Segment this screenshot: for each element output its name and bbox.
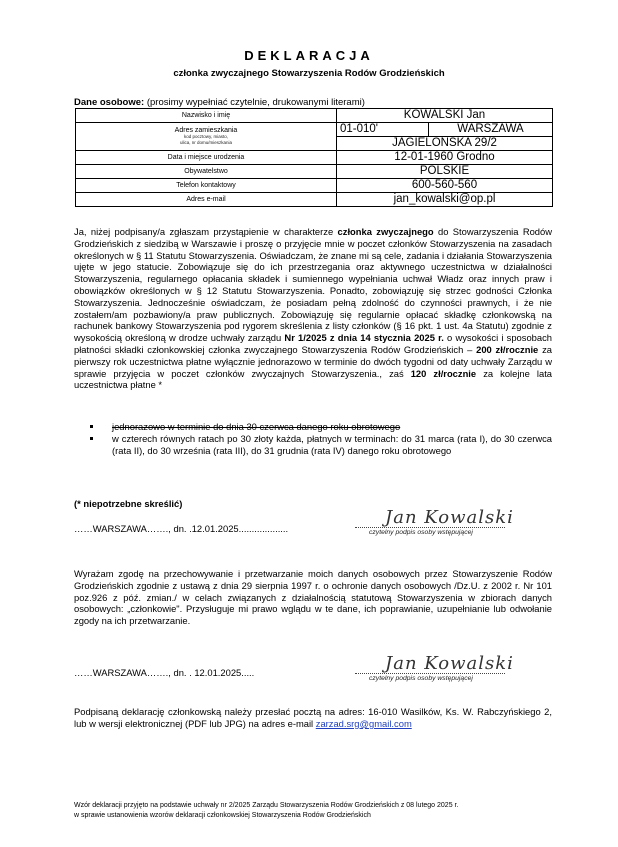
signature-line bbox=[355, 673, 505, 674]
value-name[interactable]: KOWALSKI Jan bbox=[337, 109, 553, 123]
label-citizenship: Obywatelstwo bbox=[76, 165, 337, 179]
payment-options-list bbox=[90, 421, 552, 456]
declaration-bold-resolution: Nr 1/2025 z dnia 14 stycznia 2025 r. bbox=[284, 332, 444, 344]
consent-paragraph: Wyrażam zgodę na przechowywanie i przetwarzanie moich danych osobowych przez Stowarzyszenie Rodów Grodzieńskich zgodnie z ustawą z dnia 29 sierpnia 1997 r. o ochronie danych osobowych /Dz.U. z 2002 r. Nr 101 poz.926 z póź. zmian./ w celach związanych z działalnością statutową Stowarzyszenia w zbiorach danych osobowych: „członkowie". Przysługuje mi prawo wglądu w te dane, ich poprawianie, uzupełnianie lub odwołanie zgody na ich przetwarzanie. bbox=[74, 568, 552, 627]
strike-note: (* niepotrzebne skreślić) bbox=[74, 498, 183, 509]
table-row bbox=[76, 193, 553, 207]
label-address-main: Adres zamieszkania bbox=[174, 127, 238, 134]
signature-caption: czytelny podpis osoby wstępującej bbox=[369, 675, 473, 682]
declaration-text: za kolejne lata uczestnictwa płatne * bbox=[74, 367, 553, 391]
label-email: Adres e-mail bbox=[76, 193, 337, 207]
value-street[interactable]: JAGIELONSKA 29/2 bbox=[337, 137, 553, 151]
mailing-paragraph bbox=[74, 706, 552, 730]
personal-data-table bbox=[75, 108, 553, 207]
payment-option-installments bbox=[90, 433, 552, 457]
document-subtitle: członka zwyczajnego Stowarzyszenia Rodów Grodzieńskich bbox=[173, 68, 445, 79]
label-phone: Telefon kontaktowy bbox=[76, 179, 337, 193]
place-date-1: ……WARSZAWA……., dn. .12.01.2025................... bbox=[74, 523, 289, 534]
label-address-hint-1: kod pocztowy, miasto, bbox=[184, 134, 228, 139]
payment-option-text: jednorazowo w terminie do dnia 30 czerwca danego roku obrotowego bbox=[112, 421, 401, 432]
personal-data-label-bold: Dane osobowe: bbox=[74, 97, 145, 108]
signature-2: Jan Kowalski bbox=[385, 653, 514, 674]
value-postal-code[interactable]: 01-010' bbox=[337, 123, 429, 137]
declaration-bold-fee-first: 200 zł/rocznie bbox=[476, 343, 539, 355]
value-birth[interactable]: 12-01-1960 Grodno bbox=[337, 151, 553, 165]
email-link[interactable]: zarzad.srg@gmail.com bbox=[315, 717, 412, 729]
footer-line-1: Wzór deklaracji przyjęto na podstawie uchwały nr 2/2025 Zarządu Stowarzyszenia Rodów Grodzieńskich z 08 lutego 2025 r. bbox=[74, 802, 459, 809]
declaration-paragraph bbox=[74, 226, 552, 391]
mailing-text: Podpisaną deklarację członkowską należy przesłać pocztą na adres: 16-010 Wasilków, Ks. W. Rabczyńskiego 2, lub w wersji elektronicznej (PDF lub JPG) na adres e-mail bbox=[74, 706, 552, 729]
label-birth: Data i miejsce urodzenia bbox=[76, 151, 337, 165]
table-row bbox=[76, 179, 553, 193]
table-row bbox=[76, 109, 553, 123]
value-citizenship[interactable]: POLSKIE bbox=[337, 165, 553, 179]
document-title: DEKLARACJA bbox=[244, 48, 374, 63]
signature-1: Jan Kowalski bbox=[385, 507, 514, 528]
value-city[interactable]: WARSZAWA bbox=[429, 123, 553, 137]
table-row bbox=[76, 165, 553, 179]
personal-data-label-note: (prosimy wypełniać czytelnie, drukowanymi literami) bbox=[144, 97, 365, 108]
footer-line-2: w sprawie ustanowienia wzorów deklaracji członkowskiej Stowarzyszenia Rodów Grodzieńskich bbox=[74, 811, 371, 819]
footer-note bbox=[74, 801, 552, 820]
value-email[interactable]: jan_kowalski@op.pl bbox=[337, 193, 553, 207]
label-name: Nazwisko i imię bbox=[76, 109, 337, 123]
declaration-text: o wysokości i sposobach płatności składki członkowskiej członka zwyczajnego Stowarzyszenia Rodów Grodzieńskich – bbox=[74, 332, 552, 355]
declaration-bold-fee-next: 120 zł/rocznie bbox=[410, 367, 477, 379]
value-phone[interactable]: 600-560-560 bbox=[337, 179, 553, 193]
bullet-icon bbox=[90, 437, 93, 440]
label-address-hint-2: ulica, nr domu/mieszkania bbox=[179, 140, 233, 145]
declaration-bold-member-type: członka zwyczajnego bbox=[337, 226, 434, 237]
personal-data-label bbox=[74, 97, 365, 108]
payment-option-text: w czterech równych ratach po 30 złoty każda, płatnych w terminach: do 31 marca (rata I), do 30 czerwca (rata II), do 30 września (rata III), do 31 grudnia (rata IV) danego roku obrotowego bbox=[112, 432, 552, 456]
table-row bbox=[76, 151, 553, 165]
signature-caption: czytelny podpis osoby wstępującej bbox=[369, 529, 473, 536]
bullet-icon bbox=[90, 425, 93, 428]
declaration-text: do Stowarzyszenia Rodów Grodzieńskich z siedzibą w Warszawie i proszę o przyjęcie mnie w poczet członków Stowarzyszenia na zasadach określonych w § 11 Statutu Stowarzyszenia. Oświadczam, że znane mi są cele, zadania i działania Stowarzyszenia ujęte w jego statucie. Zobowiązuje się do ich przestrzegania oraz aktywnego uczestnictwa w działalności Stowarzyszenia, regularnego opłacania składek i sumiennego wypełniania uchwał Władz oraz innych praw i obowiązków określonych w § 12 Statutu Stowarzyszenia. Ponadto, zobowiązuję się strzec godności Członka Stowarzyszenia. Jednocześnie oświadczam, że posiadam pełną zdolność do czynności prawnych, i że nie zostałem/am pozbawiony/a praw publicznych. Zobowiązuję się regularnie opłacać składkę członkowską na rachunek bankowy Stowarzyszenia pod rygorem skreślenia z listy członków (§ 16 pkt. 1 ust. 4a Statutu) zgodnie z wysokością określoną w drodze uchwały zarządu bbox=[74, 226, 553, 344]
payment-option-one-time bbox=[90, 421, 552, 433]
table-row bbox=[76, 123, 553, 137]
declaration-text: za pierwszy rok uczestnictwa płatne wyłącznie jednorazowo w terminie do dwóch tygodni od daty uchwały Zarządu w sprawie przyjęcia w poczet członków zwyczajnych Stowarzyszenia., zaś bbox=[74, 343, 552, 379]
signature-line bbox=[355, 527, 505, 528]
place-date-2: ……WARSZAWA……., dn. . 12.01.2025..... bbox=[74, 667, 255, 678]
declaration-text: Ja, niżej podpisany/a zgłaszam przystąpienie w charakterze bbox=[74, 226, 338, 237]
label-address bbox=[76, 123, 337, 151]
